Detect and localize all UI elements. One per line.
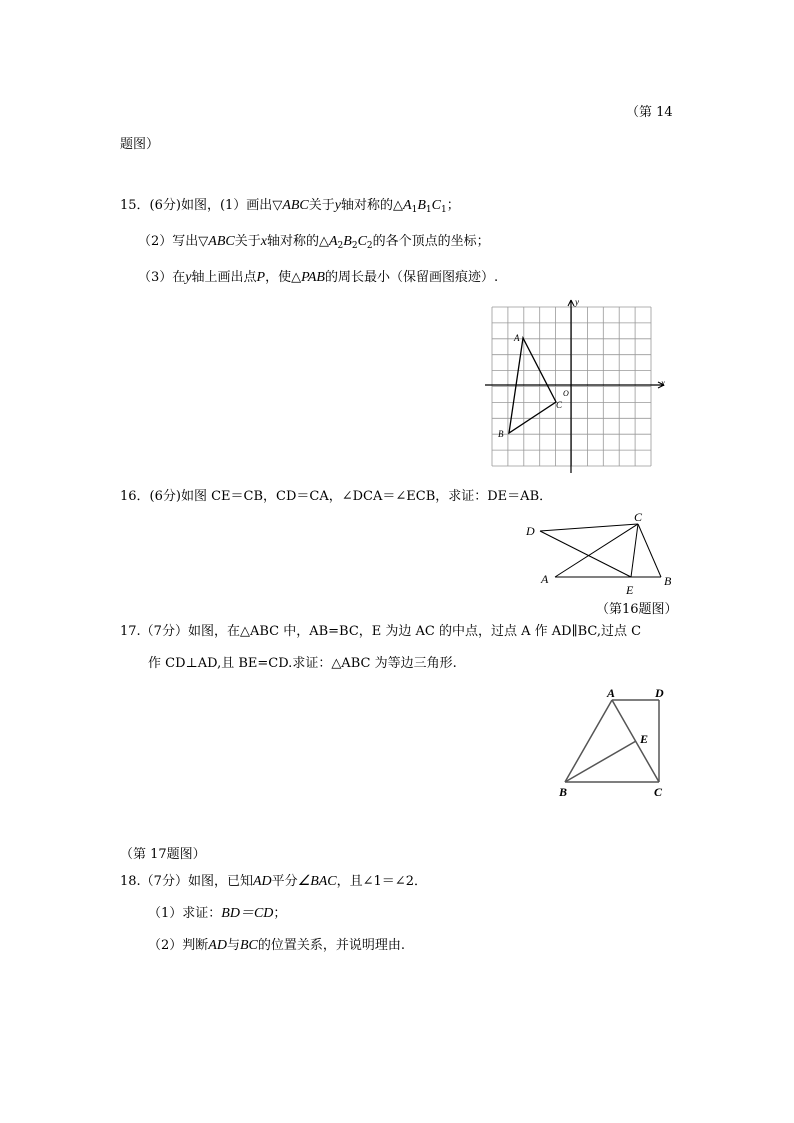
q15-text: 轴对称的 bbox=[266, 234, 319, 249]
q18-part2 bbox=[148, 938, 405, 954]
q15-var: A bbox=[328, 234, 338, 249]
q15-sub: 2 bbox=[337, 241, 344, 251]
q15-var: A bbox=[403, 198, 412, 213]
q15-text: 关于 bbox=[234, 234, 261, 249]
q15-prefix: 15．(6分)如图，(1）画出 bbox=[120, 198, 273, 213]
figure-caption-14-part2: 题图） bbox=[120, 137, 160, 152]
q15-sub: 1 bbox=[425, 205, 432, 215]
label-c: C bbox=[634, 510, 643, 524]
q18-text: 与 bbox=[226, 938, 240, 953]
label-x: x bbox=[661, 378, 665, 388]
label-y: y bbox=[575, 297, 579, 307]
q18-text: （1）求证： bbox=[148, 906, 222, 921]
q16-statement: 16．(6分)如图 CE＝CB，CD＝CA，∠DCA＝∠ECB，求证：DE＝AB． bbox=[120, 489, 553, 504]
label-e: E bbox=[626, 583, 634, 597]
q15-var: B bbox=[343, 234, 352, 249]
q18-equation: BD＝CD bbox=[221, 906, 274, 921]
label-a: A bbox=[607, 686, 616, 700]
q15-text: ，使 bbox=[265, 270, 292, 285]
q18-text: 18.（7分）如图，已知 bbox=[120, 874, 253, 889]
q17-statement-line1: 17.（7分）如图，在△ABC 中，AB=BC，E 为边 AC 的中点，过点 A 作 AD∥BC,过点 C bbox=[120, 624, 642, 639]
label-b: B bbox=[664, 574, 672, 588]
q15-sub: 2 bbox=[366, 241, 373, 251]
q15-tri: ABC bbox=[208, 234, 235, 249]
q15-text: （3）在 bbox=[138, 270, 186, 285]
q15-axis-x: x bbox=[260, 234, 267, 249]
label-b: B bbox=[559, 785, 568, 799]
q15-text: （2）写出 bbox=[138, 234, 199, 249]
triangle-symbol: ▽ bbox=[272, 198, 283, 213]
q18-statement bbox=[120, 874, 427, 890]
triangle-symbol: ▽ bbox=[198, 234, 209, 249]
q17-statement-line2: 作 CD⊥AD,且 BE=CD.求证：△ABC 为等边三角形. bbox=[148, 656, 457, 671]
q15-axis-y: y bbox=[334, 198, 341, 213]
segment-ab bbox=[565, 700, 612, 782]
q15-sub: 1 bbox=[411, 205, 418, 215]
label-d: D bbox=[655, 686, 664, 700]
q18-bac: ∠BAC bbox=[297, 874, 337, 889]
q18-text: （2）判断 bbox=[148, 938, 209, 953]
q18-part1 bbox=[148, 906, 286, 922]
q18-ad: AD bbox=[252, 874, 272, 889]
q15-pab: PAB bbox=[301, 270, 325, 285]
label-d: D bbox=[526, 524, 535, 538]
label-c: C bbox=[556, 400, 563, 410]
q15-sub: 2 bbox=[351, 241, 358, 251]
q18-ad: AD bbox=[208, 938, 227, 953]
triangle-symbol: △ bbox=[393, 198, 404, 213]
q15-text: 的各个顶点的坐标； bbox=[372, 234, 490, 249]
label-o: O bbox=[563, 389, 569, 398]
label-a: A bbox=[541, 572, 549, 586]
label-a: A bbox=[514, 333, 520, 343]
q15-var: B bbox=[417, 198, 426, 213]
label-b: B bbox=[498, 429, 504, 439]
q15-axis-y: y bbox=[185, 270, 192, 285]
triangle-symbol: △ bbox=[291, 270, 302, 285]
q18-text: 平分 bbox=[271, 874, 298, 889]
q15-text: 关于 bbox=[308, 198, 335, 213]
q18-text: ，且∠1＝∠2． bbox=[336, 874, 427, 889]
q18-text: 的位置关系，并说明理由. bbox=[257, 938, 405, 953]
triangle-symbol: △ bbox=[318, 234, 329, 249]
q15-point-p: P bbox=[256, 270, 266, 285]
figure-caption-14-part1: （第 14 bbox=[626, 105, 673, 120]
q15-sub: 1 bbox=[440, 205, 447, 215]
q15-var: C bbox=[357, 234, 367, 249]
q18-bc: BC bbox=[239, 938, 258, 953]
segment-be bbox=[565, 741, 636, 782]
q15-var: C bbox=[431, 198, 441, 213]
q15-text: 轴上画出点 bbox=[191, 270, 257, 285]
q15-text: ； bbox=[446, 198, 460, 213]
q16-caption: （第16题图） bbox=[596, 602, 678, 617]
q15-text: 的周长最小（保留画图痕迹）. bbox=[324, 270, 499, 285]
label-e: E bbox=[640, 732, 649, 746]
q18-text: ； bbox=[273, 906, 287, 921]
q17-caption: （第 17题图） bbox=[120, 847, 206, 862]
label-c: C bbox=[654, 785, 663, 799]
q15-text: 轴对称的 bbox=[341, 198, 394, 213]
q15-tri: ABC bbox=[282, 198, 309, 213]
